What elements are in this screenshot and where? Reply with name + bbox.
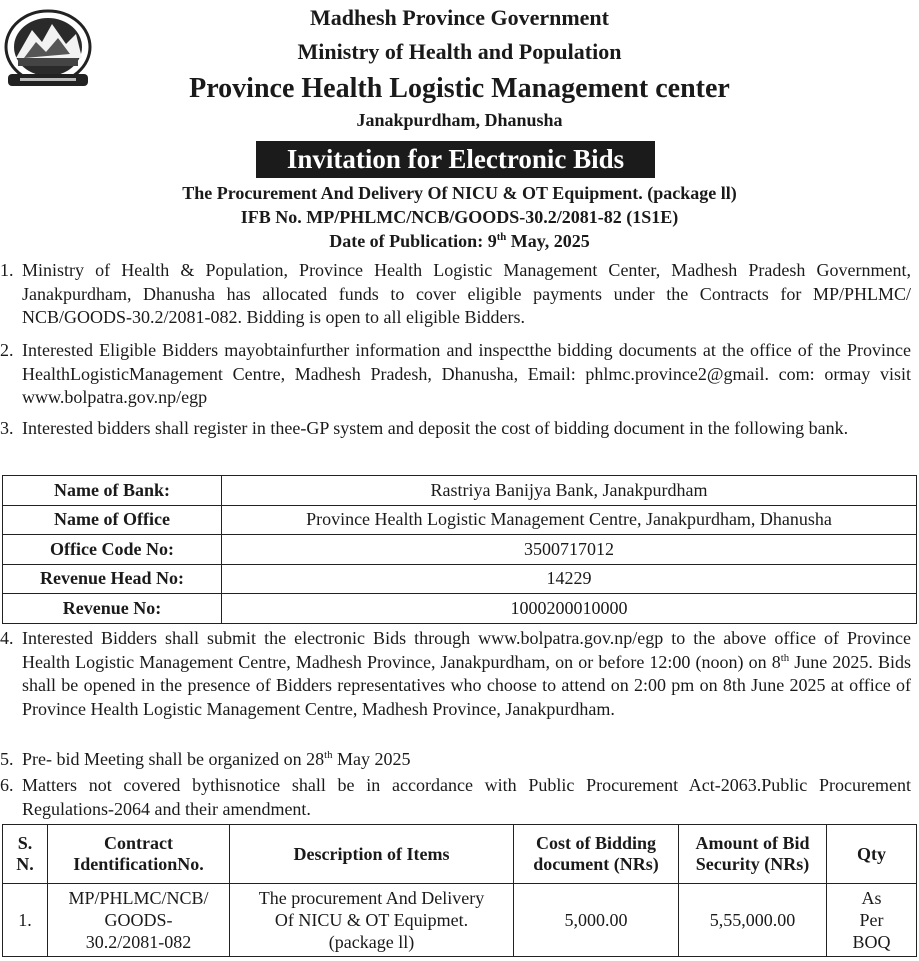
paragraph-3: 3. Interested bidders shall register in thee-GP system and deposit the cost of bidding document in the following bank. — [0, 418, 849, 438]
table-row: 1. MP/PHLMC/NCB/ GOODS- 30.2/2081-082 The procurement And Delivery Of NICU & OT Equipmet. (package ll) 5,000.00 5,55,000.00 As Per BOQ — [3, 884, 917, 957]
table-row: Name of Office Province Health Logistic Management Centre, Janakpurdham, Dhanusha — [3, 505, 917, 535]
header-location: Janakpurdham, Dhanusha — [356, 110, 563, 130]
table-row: Revenue No: 1000200010000 — [3, 594, 917, 624]
paragraph-5: 5. Pre- bid Meeting shall be organized on 28th May 2025 — [0, 749, 411, 769]
table-header-row — [3, 825, 917, 884]
paragraph-4: 4. Interested Bidders shall submit the electronic Bids through www.bolpatra.gov.np/egp to the above office of Province Health Logistic Management Centre, Madhesh Province, Janakpurdham, on or before 12:00 (noon) on 8th June 2025. Bids shall be opened in the presence of Bidders representatives who choose to attend on 2:00 pm on 8th June 2025 at office of Province Health Logistic Management Centre, Madhesh Province, Janakpurdham. — [0, 628, 911, 719]
ifb-number: IFB No. MP/PHLMC/NCB/GOODS-30.2/2081-82 (1S1E) — [240, 207, 679, 227]
paragraph-6: 6. Matters not covered bythisnotice shall be in accordance with Public Procurement Act-2063.Public Procurement Regulations-2064 and their amendment. — [0, 775, 911, 819]
col-contract-id: Contract IdentificationNo. — [48, 825, 230, 884]
col-sn: S. N. — [3, 825, 48, 884]
table-row: Revenue Head No: 14229 — [3, 564, 917, 594]
header-province: Madhesh Province Government — [309, 5, 609, 30]
table-row: Office Code No: 3500717012 — [3, 535, 917, 565]
col-qty: Qty — [827, 825, 917, 884]
table-row: Name of Bank: Rastriya Banijya Bank, Janakpurdham — [3, 476, 917, 506]
header-ministry: Ministry of Health and Population — [297, 39, 622, 64]
paragraph-1: 1. Ministry of Health & Population, Province Health Logistic Management Center, Madhesh Pradesh Government, Janakpurdham, Dhanusha has allocated funds to cover eligible payments under the Contracts for MP/PHLMC/ NCB/GOODS-30.2/2081-082. Bidding is open to all eligible Bidders. — [0, 260, 911, 327]
header-center: Province Health Logistic Management center — [189, 73, 730, 104]
bid-items-table — [2, 824, 917, 957]
col-description: Description of Items — [230, 825, 514, 884]
bank-details-table — [2, 475, 917, 624]
col-security: Amount of Bid Security (NRs) — [679, 825, 827, 884]
notice-title: Invitation for Electronic Bids — [256, 141, 655, 178]
paragraph-2: 2. Interested Eligible Bidders mayobtainfurther information and inspectthe bidding documents at the office of the Province HealthLogisticManagement Centre, Madhesh Pradesh, Dhanusha, Email: phlmc.province2@gmail. com: ormay visit www.bolpatra.gov.np/egp — [0, 340, 911, 407]
col-cost: Cost of Bidding document (NRs) — [514, 825, 679, 884]
notice-subtitle: The Procurement And Delivery Of NICU & OT Equipment. (package ll) — [182, 183, 737, 203]
publication-date: Date of Publication: 9th May, 2025 — [329, 231, 590, 251]
